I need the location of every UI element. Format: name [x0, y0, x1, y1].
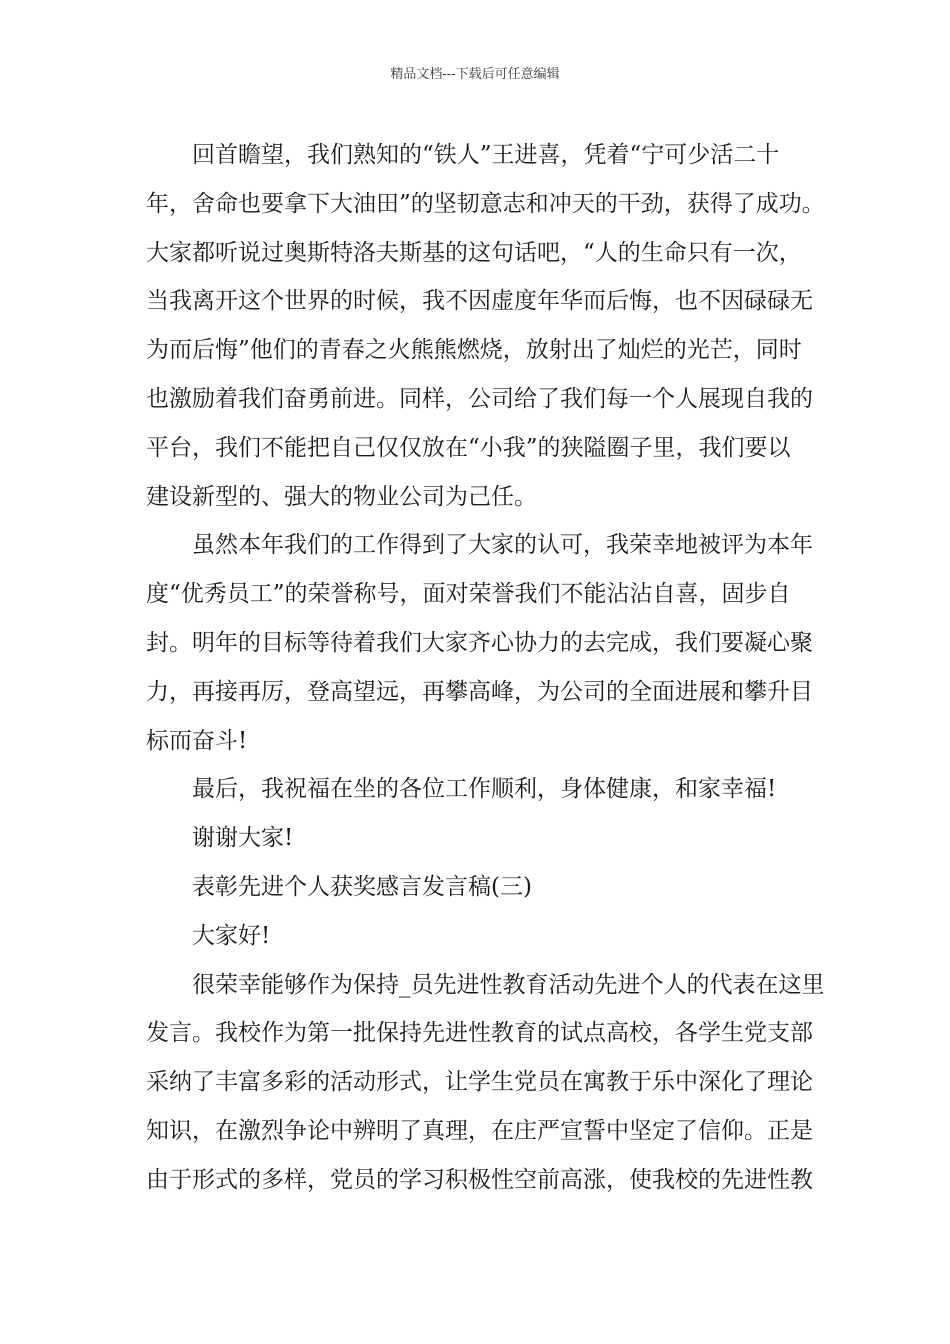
- text-line: 当我离开这个世界的时候，我不因虚度年华而后悔，也不因碌碌无: [146, 288, 813, 315]
- text-line: 虽然本年我们的工作得到了大家的认可，我荣幸地被评为本年: [192, 532, 813, 559]
- paragraph-3: [146, 961, 826, 1205]
- paragraph-greeting: [146, 912, 826, 961]
- text-line: 由于形式的多样，党员的学习积极性空前高涨，使我校的先进性教: [146, 1166, 813, 1193]
- text-line: 封。明年的目标等待着我们大家齐心协力的去完成，我们要凝心聚: [146, 629, 813, 656]
- text-line: 谢谢大家!: [192, 825, 294, 852]
- text-line: 回首瞻望，我们熟知的“铁人”王进喜，凭着“宁可少活二十: [192, 142, 780, 168]
- text-line: 也激励着我们奋勇前进。同样，公司给了我们每一个人展现自我的: [146, 385, 813, 412]
- paragraph-closing: [146, 765, 826, 814]
- text-line: 平台，我们不能把自己仅仅放在“小我”的狭隘圈子里，我们要以: [146, 434, 791, 461]
- text-line: 力，再接再厉，登高望远，再攀高峰，为公司的全面进展和攀升目: [146, 678, 813, 705]
- section-title: [146, 863, 826, 912]
- text-line: 采纳了丰富多彩的活动形式，让学生党员在寓教于乐中深化了理论: [146, 1069, 813, 1096]
- paragraph-2: [146, 521, 826, 765]
- text-line: 建设新型的、强大的物业公司为己任。: [146, 483, 537, 510]
- text-line: 年，舍命也要拿下大油田”的坚韧意志和冲天的干劲，获得了成功。: [146, 190, 825, 217]
- paragraph-1: [146, 131, 826, 521]
- text-line: 大家都听说过奥斯特洛夫斯基的这句话吧，“人的生命只有一次，: [146, 239, 802, 266]
- text-line: 大家好!: [192, 922, 271, 949]
- text-line: 发言。我校作为第一批保持先进性教育的试点高校，各学生党支部: [146, 1020, 813, 1047]
- text-line: 表彰先进个人获奖感言发言稿(三): [192, 873, 532, 900]
- paragraph-thanks: [146, 814, 826, 863]
- page-header: 精品文档---下载后可任意编辑: [390, 67, 560, 82]
- text-line: 很荣幸能够作为保持_员先进性教育活动先进个人的代表在这里: [192, 971, 825, 998]
- text-line: 度“优秀员工”的荣誉称号，面对荣誉我们不能沾沾自喜，固步自: [146, 581, 791, 608]
- text-line: 最后，我祝福在坐的各位工作顺利，身体健康，和家幸福!: [192, 776, 777, 803]
- text-line: 为而后悔”他们的青春之火熊熊燃烧，放射出了灿烂的光芒，同时: [146, 337, 802, 364]
- text-line: 标而奋斗!: [146, 727, 248, 754]
- text-line: 知识，在激烈争论中辨明了真理，在庄严宣誓中坚定了信仰。正是: [146, 1117, 813, 1144]
- document-body: [146, 131, 826, 1205]
